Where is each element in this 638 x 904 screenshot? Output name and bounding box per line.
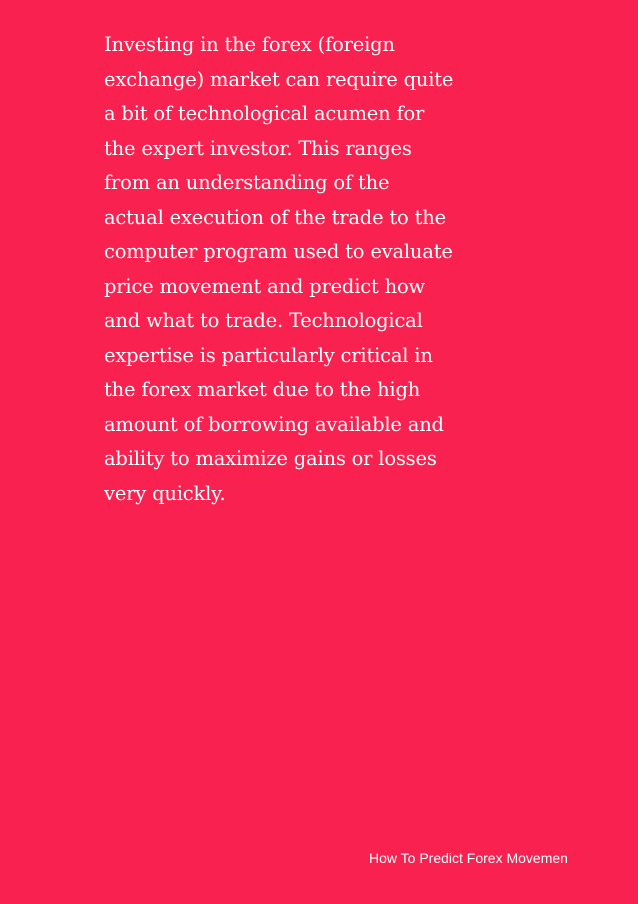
body-paragraph: Investing in the forex (foreign exchange) market can require quite a bit of technological acumen for the expert investor. This ranges from an understanding of the actual execution of the trade to the computer program used to evaluate price movement and predict how and what to trade. Technological expertise is particularly critical in the forex market due to the high amount of borrowing available and ability to maximize gains or losses very quickly. [104, 33, 454, 505]
footer-title: How To Predict Forex Movemen [369, 850, 568, 866]
